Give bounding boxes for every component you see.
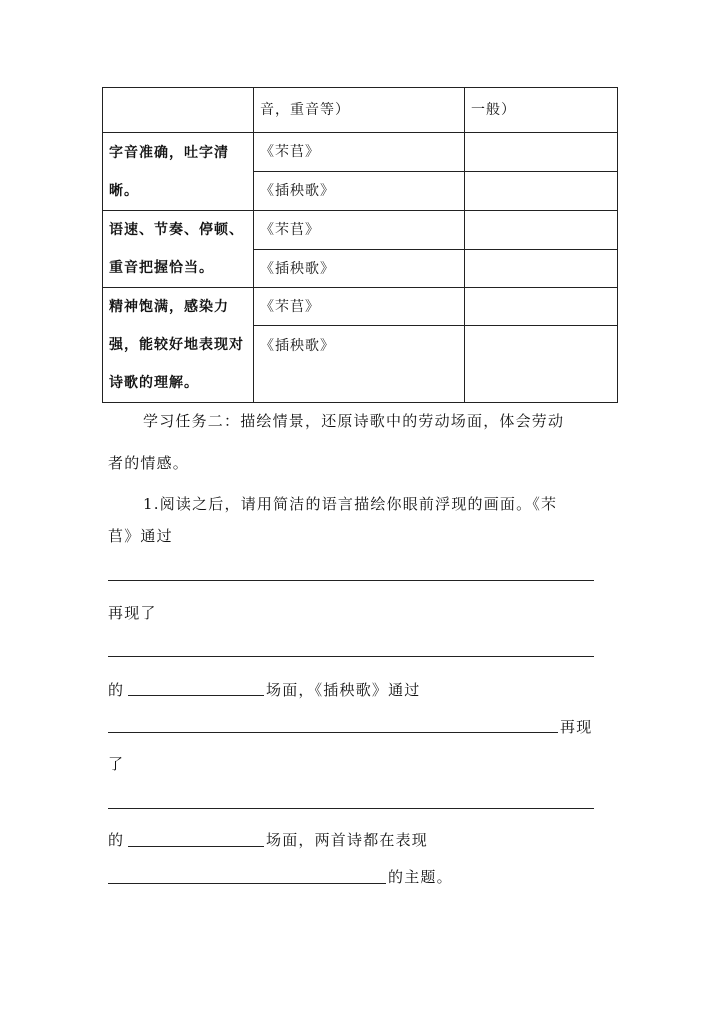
- answer-blank-1[interactable]: [108, 580, 594, 581]
- poem-cell: 《插秧歌》: [254, 250, 465, 288]
- answer-blank-2[interactable]: [108, 656, 594, 657]
- table-row: [103, 211, 618, 250]
- poem-cell: 《芣苢》: [254, 133, 465, 172]
- q1-changmian2: 场面，两首诗都在表现: [266, 831, 429, 849]
- poem-cell: 《插秧歌》: [254, 326, 465, 403]
- table-cell: 一般）: [465, 88, 618, 133]
- q1-de1: 的: [108, 681, 125, 699]
- score-cell[interactable]: [465, 288, 618, 326]
- criterion-cell: [103, 133, 254, 211]
- score-cell[interactable]: [465, 250, 618, 288]
- score-cell[interactable]: [465, 172, 618, 211]
- q1-zhuti: 的主题。: [388, 868, 453, 886]
- task2-line2: 者的情感。: [108, 454, 190, 472]
- criterion-text: 精神饱满，感染力强，能较好地表现对诗歌的理解。: [109, 299, 244, 391]
- answer-blank-6[interactable]: [128, 846, 264, 847]
- table-cell-empty: [103, 88, 254, 133]
- criterion-text: 语速、节奏、停顿、重音把握恰当。: [109, 222, 244, 276]
- q1-le: 了: [108, 755, 125, 773]
- poem-cell: 《插秧歌》: [254, 172, 465, 211]
- score-cell[interactable]: [465, 133, 618, 172]
- criterion-cell: [103, 211, 254, 288]
- answer-blank-5[interactable]: [108, 808, 594, 809]
- answer-blank-7[interactable]: [108, 883, 386, 884]
- q1-zaixian2: 再现: [560, 718, 593, 736]
- q1-de2: 的: [108, 831, 125, 849]
- table-row: [103, 88, 618, 133]
- score-cell[interactable]: [465, 326, 618, 403]
- q1-changmian1: 场面，《插秧歌》通过: [266, 681, 421, 699]
- answer-blank-4[interactable]: [108, 732, 558, 733]
- poem-cell: 《芣苢》: [254, 288, 465, 326]
- criterion-cell: [103, 288, 254, 403]
- task2-line1: 学习任务二：描绘情景，还原诗歌中的劳动场面，体会劳动: [143, 412, 565, 430]
- answer-blank-3[interactable]: [128, 695, 264, 696]
- table-row: [103, 288, 618, 326]
- score-cell[interactable]: [465, 211, 618, 250]
- q1-line1: 1.阅读之后，请用简洁的语言描绘你眼前浮现的画面。《芣: [143, 495, 558, 513]
- poem-cell: 《芣苢》: [254, 211, 465, 250]
- table-cell: 音，重音等）: [254, 88, 465, 133]
- recitation-evaluation-table: [102, 87, 618, 403]
- criterion-text: 字音准确，吐字清晰。: [109, 144, 229, 199]
- q1-line2: 苢》通过: [108, 527, 173, 545]
- q1-zaixian: 再现了: [108, 604, 157, 622]
- table-row: [103, 133, 618, 172]
